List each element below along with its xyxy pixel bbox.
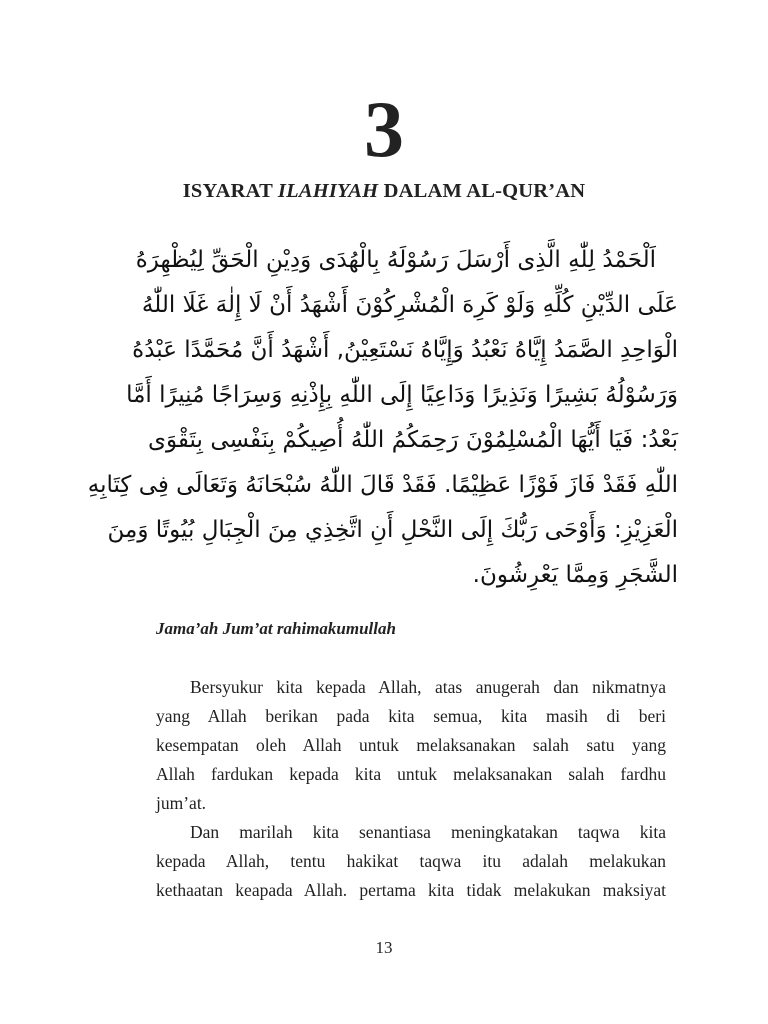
body-text [156, 673, 666, 905]
section-heading: Jama’ah Jum’at rahimakumullah [156, 619, 396, 638]
body-line: yang Allah berikan pada kita semua, kita masih di beri [156, 706, 666, 726]
body-line: Allah fardukan kepada kita untuk melaksanakan salah fardhu [156, 764, 666, 784]
chapter-title-italic: ILAHIYAH [277, 180, 379, 202]
arabic-line: الْوَاحِدِ الصَّمَدُ إِيَّاهُ نَعْبُدُ وَإِيَّاهُ نَسْتَعِيْنُ, أَشْهَدُ أَنَّ مُحَمَّدًا عَبْدُهُ [132, 337, 678, 363]
arabic-line: عَلَى الدِّيْنِ كُلِّهِ وَلَوْ كَرِهَ الْمُشْرِكُوْنَ أَشْهَدُ أَنْ لَا إِلٰهَ غَلَا اللّٰهُ [141, 292, 678, 318]
arabic-line: بَعْدُ: فَيَا أَيُّهَا الْمُسْلِمُوْنَ رَحِمَكُمُ اللّٰهُ أُصِيكُمْ بِنَفْسِى بِتَقْوَى [148, 427, 678, 453]
chapter-number: 3 [364, 86, 404, 174]
arabic-line: وَرَسُوْلُهُ بَشِيرًا وَنَذِيرًا وَدَاعِيًا إِلَى اللّٰهِ بِإِذْنِهِ وَسِرَاجًا مُنِيرًا أَمَّا [126, 382, 678, 408]
body-line: Bersyukur kita kepada Allah, atas anugerah dan nikmatnya [190, 677, 666, 697]
body-line: Dan marilah kita senantiasa meningkatakan taqwa kita [190, 822, 666, 842]
arabic-line: الشَّجَرِ وَمِمَّا يَعْرِشُونَ. [472, 562, 678, 588]
body-line: kethaatan keapada Allah. pertama kita tidak melakukan maksiyat [156, 880, 666, 900]
arabic-line: اَلْحَمْدُ لِلّٰهِ الَّذِى أَرْسَلَ رَسُوْلَهُ بِالْهُدَى وَدِيْنِ الْحَقِّ لِيُظْهِرَهُ [135, 247, 656, 273]
body-line: jum’at. [156, 793, 207, 813]
page-number: 13 [375, 938, 393, 957]
arabic-opening-prayer [87, 238, 678, 598]
arabic-line: اللّٰهِ فَقَدْ فَازَ فَوْزًا عَظِيْمًا. فَقَدْ قَالَ اللّٰهُ سُبْحَانَهُ وَتَعَالَى فِى كِتَابِهِ [87, 472, 678, 498]
body-line: kesempatan oleh Allah untuk melaksanakan salah satu yang [156, 735, 666, 755]
arabic-line: الْعَزِيْزِ: وَأَوْحَى رَبُّكَ إِلَى النَّحْلِ أَنِ اتَّخِذِي مِنَ الْجِبَالِ بُيُوتًا وَمِنَ [107, 517, 678, 543]
chapter-title-suffix: DALAM AL-QUR’AN [378, 180, 586, 202]
chapter-title [0, 176, 768, 206]
body-line: kepada Allah, tentu hakikat taqwa itu adalah melakukan [156, 851, 666, 871]
chapter-title-prefix: ISYARAT [182, 180, 278, 202]
